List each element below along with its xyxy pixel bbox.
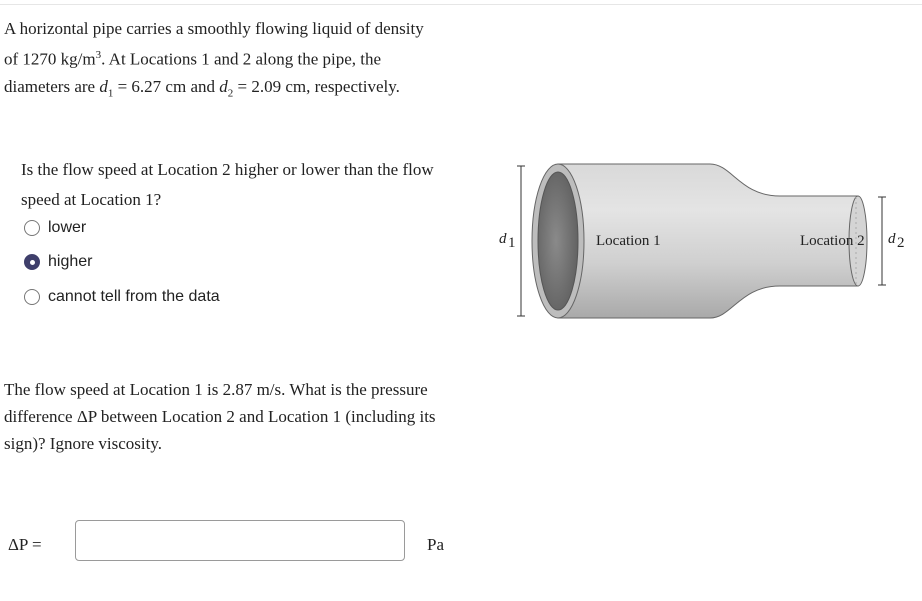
d1-subscript: 1 (107, 87, 114, 100)
radio-higher[interactable] (24, 254, 40, 270)
option-cannot-tell-label: cannot tell from the data (48, 288, 220, 305)
radio-cannot-tell[interactable] (24, 289, 40, 305)
d2-label: d (888, 231, 896, 247)
intro-line-3a: diameters are (4, 76, 100, 96)
problem-intro (4, 15, 474, 107)
question-1-text: Is the flow speed at Location 2 higher or lower than the flow speed at Location 1? (21, 160, 434, 209)
d2-value: = 2.09 cm, respectively. (233, 76, 400, 96)
radio-lower[interactable] (24, 220, 40, 236)
d1-label-sub: 1 (508, 235, 516, 251)
location-2-label: Location 2 (800, 233, 865, 249)
top-divider (0, 4, 922, 5)
inlet-opening (538, 172, 578, 310)
d1-variable: d (99, 76, 108, 96)
d1-value: = 6.27 cm and (113, 76, 220, 96)
pressure-answer-input[interactable] (75, 520, 405, 561)
intro-line-2a: of 1270 kg/m (4, 49, 96, 69)
d2-label-sub: 2 (897, 235, 905, 251)
pipe-diagram (490, 150, 920, 330)
d2-subscript: 2 (227, 87, 234, 100)
delta-p-label: ΔP = (8, 535, 42, 554)
intro-line-2b: . At Locations 1 and 2 along the pipe, the (101, 49, 382, 69)
density-exponent: 3 (95, 49, 102, 61)
question-2-text: The flow speed at Location 1 is 2.87 m/s. What is the pressure difference ΔP between Location 2 and Location 1 (including its sign)? Ignore viscosity. (4, 380, 436, 453)
location-1-label: Location 1 (596, 233, 661, 249)
pressure-unit: Pa (427, 535, 444, 554)
d1-label: d (499, 231, 507, 247)
option-higher-label: higher (48, 253, 93, 270)
option-lower[interactable] (24, 219, 86, 237)
d2-variable: d (219, 76, 228, 96)
option-lower-label: lower (48, 219, 87, 236)
d2-dimension-bar (878, 197, 886, 285)
intro-line-1: A horizontal pipe carries a smoothly flowing liquid of density (4, 19, 424, 38)
option-cannot-tell[interactable] (24, 288, 220, 306)
d1-dimension-bar (517, 166, 525, 316)
option-higher[interactable] (24, 253, 92, 271)
